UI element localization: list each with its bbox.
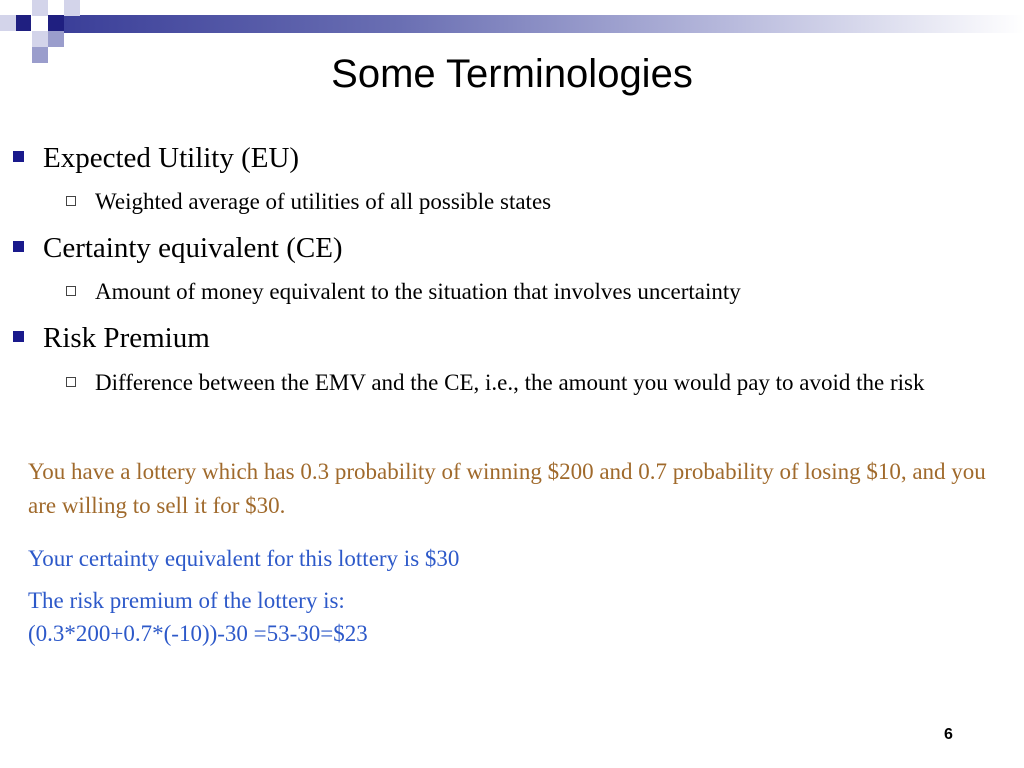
risk-premium-intro: The risk premium of the lottery is:	[28, 588, 345, 613]
square-bullet-icon	[13, 241, 24, 252]
square-bullet-icon	[13, 331, 24, 342]
bullet-item	[13, 138, 299, 178]
deco-square	[64, 0, 80, 16]
bullet-label: Expected Utility (EU)	[43, 142, 300, 174]
deco-square	[32, 31, 48, 47]
deco-square	[48, 31, 64, 47]
lottery-example-text: You have a lottery which has 0.3 probability of winning $200 and 0.7 probability of losing $10, and you are willing to sell it for $30.	[28, 459, 986, 518]
sub-bullet-item	[66, 185, 966, 218]
deco-square	[16, 31, 32, 47]
hollow-square-bullet-icon	[66, 196, 76, 206]
hollow-square-bullet-icon	[66, 377, 76, 387]
deco-square	[0, 15, 16, 31]
bullet-label: Risk Premium	[43, 322, 210, 354]
bullet-item	[13, 318, 210, 358]
page-number: 6	[944, 726, 953, 743]
sub-bullet-item	[66, 366, 966, 399]
deco-square	[48, 15, 64, 31]
sub-bullet-text: Difference between the EMV and the CE, i.e., the amount you would pay to avoid the risk	[95, 370, 925, 395]
certainty-equivalent-answer: Your certainty equivalent for this lottery is $30	[28, 546, 460, 571]
slide-title: Some Terminologies	[331, 52, 693, 96]
bullet-item	[13, 228, 343, 268]
square-bullet-icon	[13, 151, 24, 162]
deco-square	[15, 15, 31, 31]
risk-premium-formula: (0.3*200+0.7*(-10))-30 =53-30=$23	[28, 621, 368, 646]
deco-square	[32, 0, 48, 16]
bullet-label: Certainty equivalent (CE)	[43, 232, 343, 264]
header-gradient-bar	[64, 15, 1024, 33]
sub-bullet-text: Amount of money equivalent to the situation that involves uncertainty	[95, 279, 741, 304]
sub-bullet-item	[66, 275, 966, 308]
sub-bullet-text: Weighted average of utilities of all possible states	[95, 189, 552, 214]
hollow-square-bullet-icon	[66, 286, 76, 296]
